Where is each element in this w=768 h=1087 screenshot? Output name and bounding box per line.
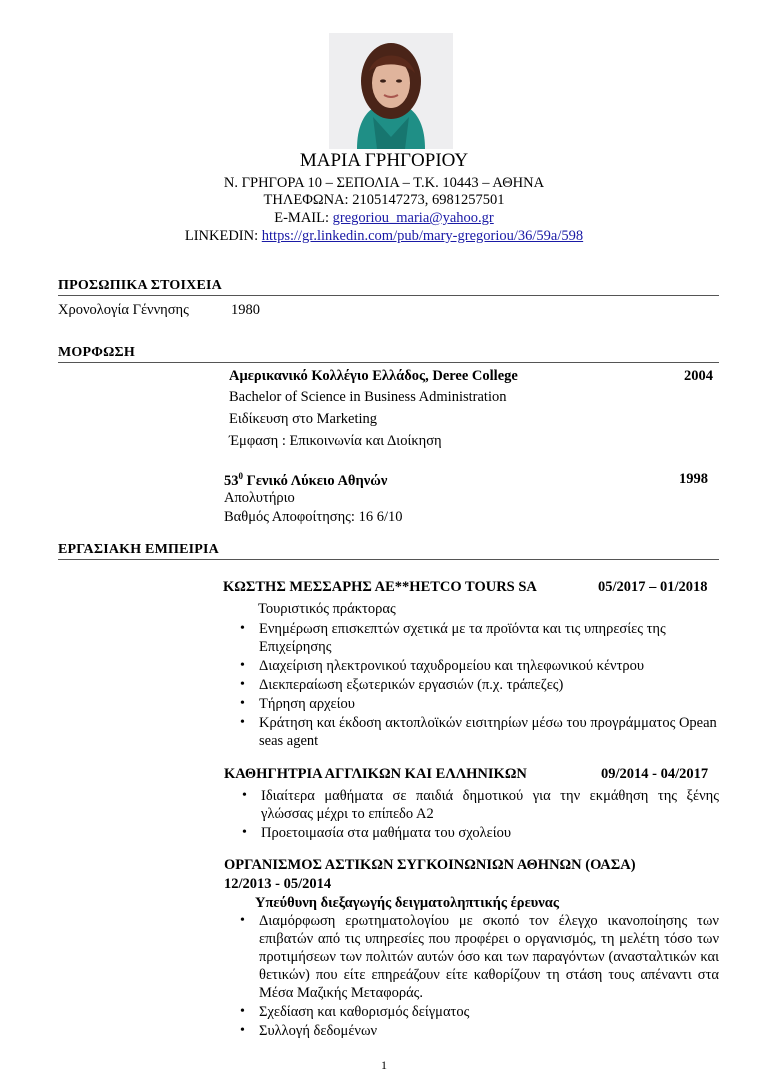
section-title-experience: ΕΡΓΑΣΙΑΚΗ ΕΜΠΕΙΡΙΑ [58,542,219,557]
job-duties-list [237,620,717,751]
list-item: • Συλλογή δεδομένων [237,1022,719,1040]
job-role: Τουριστικός πράκτορας [258,601,396,617]
school-number-sup: 0 [238,471,243,481]
job-duties-list [239,787,719,843]
list-item: • Σχεδίαση και καθορισμός δείγματος [237,1003,719,1021]
birth-year: 1980 [231,302,260,318]
phone-label: ΤΗΛΕΦΩΝΑ: [263,192,353,208]
email-label: E-MAIL: [274,210,333,226]
job-employer: ΚΑΘΗΓΗΤΡΙΑ ΑΓΓΛΙΚΩΝ ΚΑΙ ΕΛΛΗΝΙΚΩΝ [224,766,527,782]
education-detail: Bachelor of Science in Business Administration [229,389,507,405]
linkedin-link[interactable]: https://gr.linkedin.com/pub/mary-gregoriou/36/59a/598 [261,228,584,244]
job-employer: ΚΩΣΤΗΣ ΜΕΣΣΑΡΗΣ ΑΕ**HETCO TOURS SA [223,579,537,595]
list-item: • Ενημέρωση επισκεπτών σχετικά με τα προϊόντα και τις υπηρεσίες της Επιχείρησης [237,620,717,656]
education-detail: Βαθμός Αποφοίτησης: 16 6/10 [224,509,403,525]
linkedin-line [0,228,768,245]
phone-numbers: 2105147273, 6981257501 [352,192,505,208]
school-name: Γενικό Λύκειο Αθηνών [243,472,388,489]
list-item: • Διαμόρφωση ερωτηματολογίου με σκοπό τον έλεγχο ικανοποίησης των επιβατών από τις υπηρεσίες που προφέρει ο οργανισμός, τη μελέτη τόσο των προτιμήσεων των πολιτών αυτών όσο και των παραγόντων (ανασταλτικών και θετικών) που είτε επηρεάζουν είτε καθορίζουν τη στάση τους απέναντι στα Μέσα Μαζικής Μεταφοράς. [237,912,719,1002]
list-item: • Προετοιμασία στα μαθήματα του σχολείου [239,824,719,842]
address: Ν. ΓΡΗΓΟΡΑ 10 – ΣΕΠΟΛΙΑ – Τ.Κ. 10443 – ΑΘΗΝΑ [223,175,545,191]
job-duties-list [237,912,719,1041]
education-year: 2004 [684,368,713,384]
cv-name: ΜΑΡΙΑ ΓΡΗΓΟΡΙΟΥ [299,150,469,171]
section-title-education: ΜΟΡΦΩΣΗ [58,345,135,360]
list-item: • Διεκπεραίωση εξωτερικών εργασιών (π.χ. τράπεζες) [237,676,717,694]
education-school: Αμερικανικό Κολλέγιο Ελλάδος, Deree College [229,368,518,384]
job-dates: 12/2013 - 05/2014 [224,876,332,892]
section-title-personal: ΠΡΟΣΩΠΙΚΑ ΣΤΟΙΧΕΙΑ [58,278,222,293]
section-divider [58,295,719,296]
list-item: • Κράτηση και έκδοση ακτοπλοϊκών εισιτηρίων μέσω του προγράμματος Opean seas agent [237,714,717,750]
phones-line [0,192,768,209]
education-year: 1998 [679,471,708,487]
education-school [224,471,387,490]
job-dates: 05/2017 – 01/2018 [598,579,708,595]
education-detail: Έμφαση : Επικοινωνία και Διοίκηση [229,433,442,449]
job-role: Υπεύθυνη διεξαγωγής δειγματοληπτικής έρευνας [255,895,559,911]
list-item: • Τήρηση αρχείου [237,695,717,713]
section-divider [58,559,719,560]
job-dates: 09/2014 - 04/2017 [601,766,709,782]
email-link[interactable]: gregoriou_maria@yahoo.gr [332,210,494,226]
education-detail: Ειδίκευση στο Marketing [229,411,378,427]
email-line [0,210,768,227]
list-item: • Ιδιαίτερα μαθήματα σε παιδιά δημοτικού για την εκμάθηση της ξένης γλώσσας μέχρι το επίπεδο Α2 [239,787,719,823]
school-number: 53 [224,472,239,489]
birth-label: Χρονολογία Γέννησης [58,302,189,318]
profile-photo [329,33,453,149]
education-detail: Απολυτήριο [224,490,295,506]
section-divider [58,362,719,363]
linkedin-label: LINKEDIN: [184,228,262,244]
page-number: 1 [381,1058,387,1072]
job-employer: ΟΡΓΑΝΙΣΜΟΣ ΑΣΤΙΚΩΝ ΣΥΓΚΟΙΝΩΝΙΩΝ ΑΘΗΝΩΝ (ΟΑΣΑ) [224,857,636,873]
portrait-image [329,33,453,149]
list-item: • Διαχείριση ηλεκτρονικού ταχυδρομείου και τηλεφωνικού κέντρου [237,657,717,675]
